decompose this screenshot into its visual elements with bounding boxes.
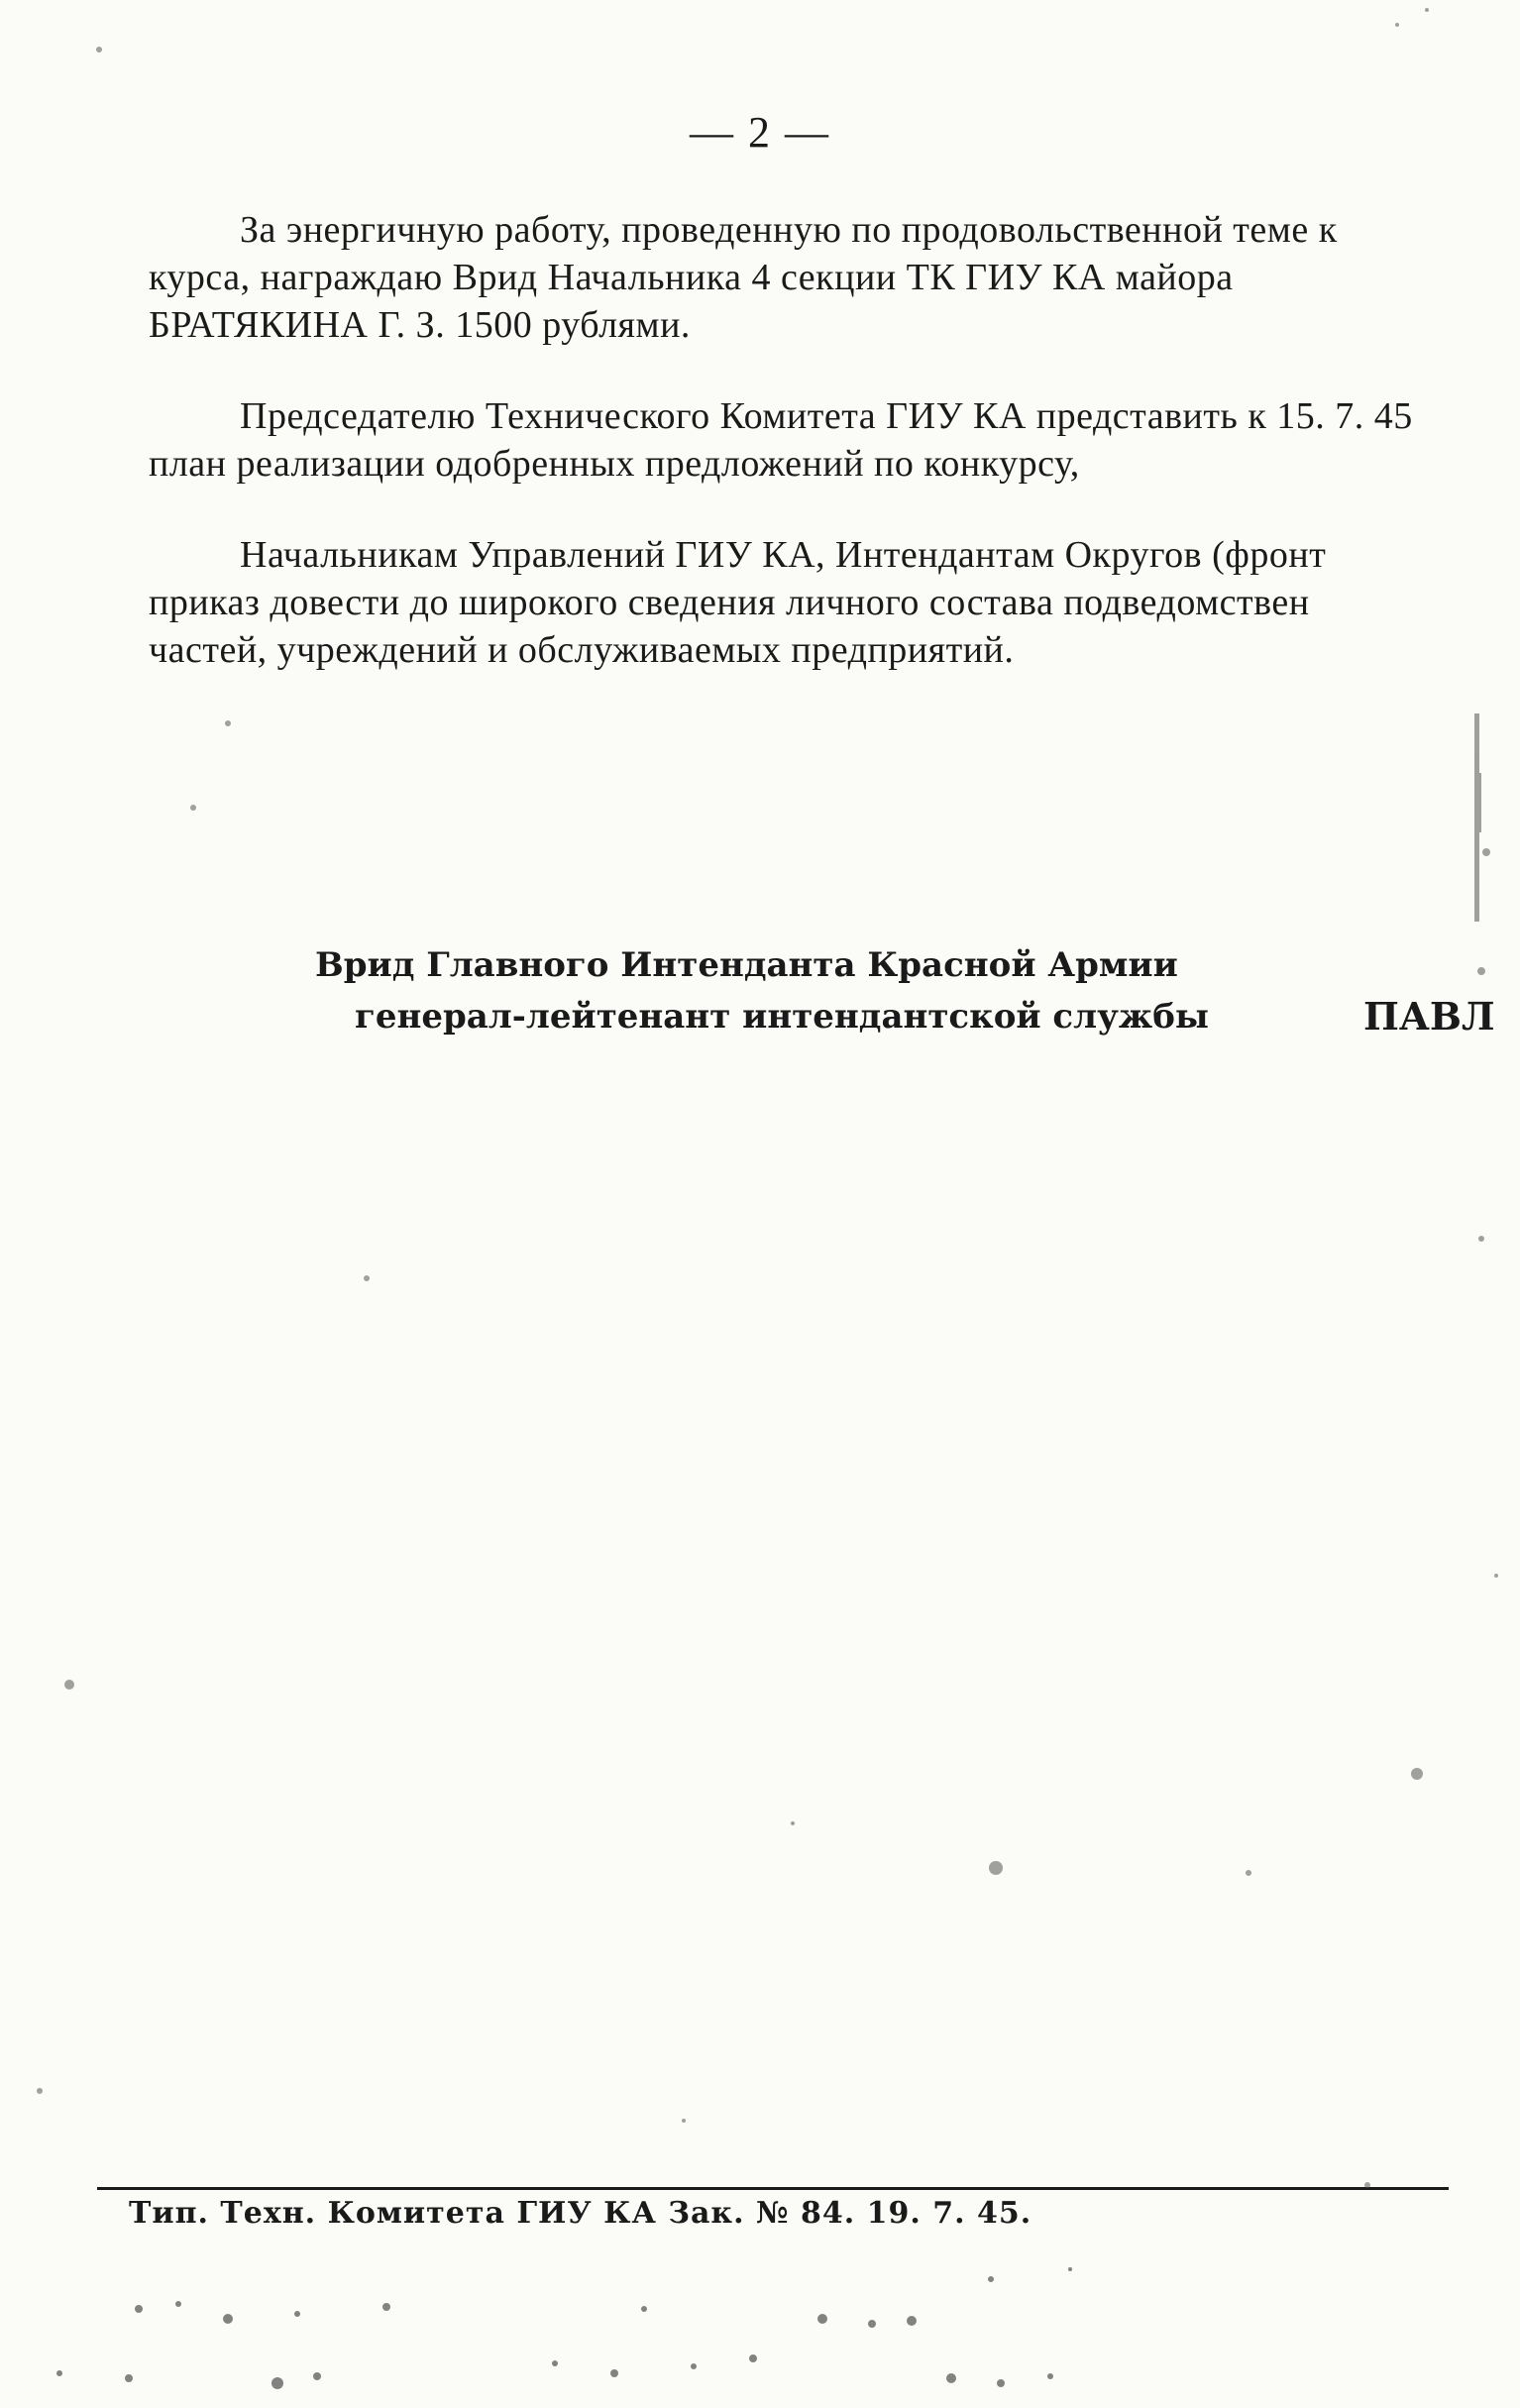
paragraph-line: приказ довести до широкого сведения личного состава подведомствен xyxy=(149,582,1310,623)
paragraph-line: частей, учреждений и обслуживаемых предприятий. xyxy=(149,629,1015,671)
paragraph-line: план реализации одобренных предложений по конкурсу, xyxy=(149,443,1080,485)
signature-name: ПАВЛ xyxy=(1363,994,1495,1039)
paragraph-line: Председателю Технического Комитета ГИУ КА представить к 15. 7. 45 xyxy=(240,395,1413,437)
printer-imprint: Тип. Техн. Комитета ГИУ КА Зак. № 84. 19. 7. 45. xyxy=(129,2196,1032,2231)
paragraph-line: курса, награждаю Врид Начальника 4 секции ТК ГИУ КА майора xyxy=(149,257,1234,298)
signature-title: Врид Главного Интенданта Красной Армии xyxy=(315,945,1178,985)
paragraph-line: За энергичную работу, проведенную по продовольственной теме к xyxy=(240,209,1338,251)
signature-rank: генерал-лейтенант интендантской службы xyxy=(355,997,1209,1037)
page-number: — 2 — xyxy=(690,108,830,157)
paragraph-line: Начальникам Управлений ГИУ КА, Интендантам Округов (фронт xyxy=(240,534,1327,576)
paragraph-line: БРАТЯКИНА Г. З. 1500 рублями. xyxy=(149,304,691,346)
